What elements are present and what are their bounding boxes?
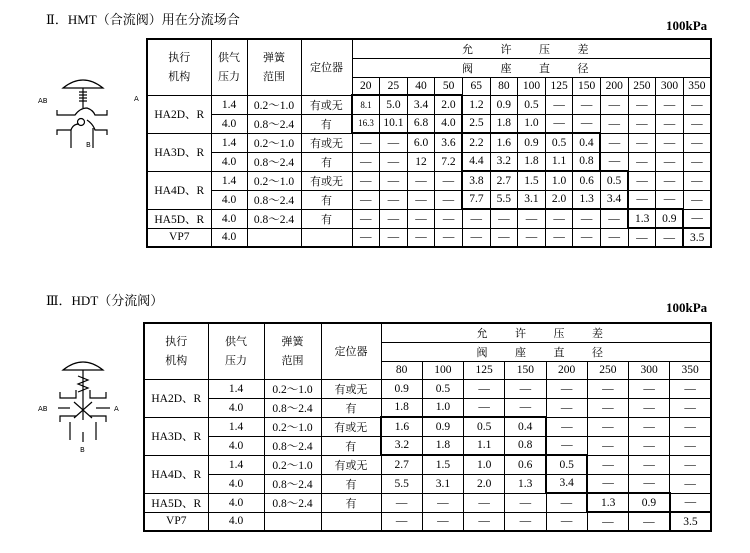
pressure-value: — xyxy=(683,190,711,209)
pressure-value: — xyxy=(683,133,711,152)
positioner: 有 xyxy=(301,190,352,209)
pressure-value: — xyxy=(518,228,546,247)
pressure-value: 0.9 xyxy=(518,133,546,152)
positioner: 有 xyxy=(301,209,352,228)
pressure-value: 2.0 xyxy=(464,474,505,493)
pressure-value: — xyxy=(629,398,670,417)
pressure-value: — xyxy=(573,114,601,133)
pressure-value: 4.4 xyxy=(462,152,490,171)
hdt-pressure-table xyxy=(143,322,712,532)
pressure-value: — xyxy=(505,512,546,531)
pressure-value: — xyxy=(462,228,490,247)
table-row xyxy=(144,493,711,512)
positioner: 有或无 xyxy=(301,171,352,190)
pressure-value: 2.0 xyxy=(435,95,463,114)
pressure-value: 4.0 xyxy=(435,114,463,133)
pressure-value: — xyxy=(656,152,684,171)
diameter-100: 100 xyxy=(422,361,463,379)
pressure-value: — xyxy=(670,417,711,436)
pressure-value: — xyxy=(670,398,711,417)
pressure-value: — xyxy=(545,209,573,228)
supply-pressure: 1.4 xyxy=(208,379,264,398)
pressure-value: — xyxy=(518,209,546,228)
diameter-25: 25 xyxy=(380,77,408,95)
pressure-value: 3.1 xyxy=(518,190,546,209)
pressure-value: — xyxy=(656,114,684,133)
pressure-value: — xyxy=(587,398,628,417)
diameter-200: 200 xyxy=(600,77,628,95)
pressure-value: — xyxy=(407,171,435,190)
pressure-value: — xyxy=(628,152,656,171)
pressure-value: — xyxy=(435,209,463,228)
pressure-value: 5.5 xyxy=(490,190,518,209)
diameter-300: 300 xyxy=(629,361,670,379)
pressure-value: — xyxy=(656,190,684,209)
positioner: 有或无 xyxy=(321,455,381,474)
inlet-label: AB xyxy=(38,97,48,105)
spring-range: 0.8～2.4 xyxy=(264,474,321,493)
pressure-value: — xyxy=(352,190,380,209)
header-seat-diameter: 阀 座 直 径 xyxy=(352,58,711,77)
table-row xyxy=(147,152,711,171)
pressure-value: 1.8 xyxy=(490,114,518,133)
supply-pressure: 1.4 xyxy=(208,455,264,474)
pressure-value: — xyxy=(656,171,684,190)
pressure-value: 0.5 xyxy=(518,95,546,114)
spring-range: 0.2～1.0 xyxy=(264,379,321,398)
pressure-value: 1.3 xyxy=(628,209,656,228)
spring-range: 0.8～2.4 xyxy=(264,493,321,512)
pressure-value: — xyxy=(490,209,518,228)
pressure-value: — xyxy=(505,493,546,512)
spring-range: 0.2～1.0 xyxy=(247,171,301,190)
supply-pressure: 1.4 xyxy=(211,133,247,152)
pressure-value: — xyxy=(546,436,587,455)
pressure-value: 1.3 xyxy=(573,190,601,209)
supply-pressure: 4.0 xyxy=(208,436,264,455)
spring-range: 0.2～1.0 xyxy=(247,95,301,114)
pressure-value: — xyxy=(545,95,573,114)
pressure-value: 1.3 xyxy=(505,474,546,493)
pressure-value: 0.9 xyxy=(490,95,518,114)
pressure-value: 3.1 xyxy=(422,474,463,493)
pressure-value: — xyxy=(628,190,656,209)
supply-pressure: 4.0 xyxy=(208,512,264,531)
pressure-value: — xyxy=(435,228,463,247)
pressure-value: — xyxy=(462,209,490,228)
pressure-value: — xyxy=(587,417,628,436)
pressure-value: 1.1 xyxy=(464,436,505,455)
pressure-value: — xyxy=(629,379,670,398)
pressure-value: 3.5 xyxy=(683,228,711,247)
pressure-value: 5.5 xyxy=(381,474,422,493)
pressure-value: — xyxy=(656,133,684,152)
supply-pressure: 4.0 xyxy=(211,114,247,133)
supply-pressure: 4.0 xyxy=(211,209,247,228)
pressure-value: — xyxy=(629,417,670,436)
pressure-value: — xyxy=(380,171,408,190)
pressure-value: 0.9 xyxy=(629,493,670,512)
pressure-value: 0.4 xyxy=(573,133,601,152)
pressure-value: — xyxy=(352,133,380,152)
positioner: 有 xyxy=(321,493,381,512)
pressure-value: — xyxy=(407,228,435,247)
pressure-value: — xyxy=(600,95,628,114)
outlet-a-label: A xyxy=(134,95,139,103)
actuator-model: HA2D、R xyxy=(144,379,208,417)
diameter-125: 125 xyxy=(464,361,505,379)
positioner: 有或无 xyxy=(301,95,352,114)
pressure-value: — xyxy=(629,455,670,474)
table-row xyxy=(144,398,711,417)
pressure-value: 16.3 xyxy=(352,114,380,133)
pressure-value: — xyxy=(670,436,711,455)
pressure-value: — xyxy=(587,455,628,474)
pressure-value: — xyxy=(352,171,380,190)
pressure-value: — xyxy=(352,152,380,171)
actuator-model: VP7 xyxy=(144,512,208,531)
spring-range: 0.8～2.4 xyxy=(247,190,301,209)
pressure-value: — xyxy=(505,398,546,417)
pressure-value: — xyxy=(628,133,656,152)
pressure-value: — xyxy=(381,512,422,531)
positioner: 有 xyxy=(301,152,352,171)
pressure-value: — xyxy=(573,95,601,114)
positioner: 有或无 xyxy=(321,379,381,398)
outlet-b-label: B xyxy=(80,446,85,454)
pressure-value: 0.4 xyxy=(505,417,546,436)
pressure-value: 1.6 xyxy=(490,133,518,152)
spring-range: 0.8～2.4 xyxy=(264,398,321,417)
supply-pressure: 4.0 xyxy=(208,474,264,493)
pressure-value: — xyxy=(435,190,463,209)
pressure-value: — xyxy=(587,474,628,493)
pressure-value: — xyxy=(464,512,505,531)
pressure-value: — xyxy=(380,209,408,228)
spring-range: 0.8～2.4 xyxy=(247,114,301,133)
supply-pressure: 4.0 xyxy=(211,152,247,171)
pressure-value: — xyxy=(587,436,628,455)
pressure-value: 12 xyxy=(407,152,435,171)
table-row xyxy=(144,474,711,493)
pressure-value: — xyxy=(380,190,408,209)
pressure-value: 1.0 xyxy=(518,114,546,133)
pressure-value: — xyxy=(628,171,656,190)
actuator-model: HA3D、R xyxy=(144,417,208,455)
pressure-value: — xyxy=(407,190,435,209)
pressure-value: 0.9 xyxy=(381,379,422,398)
pressure-value: — xyxy=(422,493,463,512)
pressure-value: — xyxy=(546,398,587,417)
three-way-valve-diagram-divert xyxy=(30,340,140,460)
pressure-value: — xyxy=(573,209,601,228)
supply-pressure: 1.4 xyxy=(211,171,247,190)
diameter-150: 150 xyxy=(573,77,601,95)
pressure-value: — xyxy=(545,228,573,247)
pressure-value: — xyxy=(628,228,656,247)
pressure-value: 1.0 xyxy=(422,398,463,417)
pressure-value: — xyxy=(546,493,587,512)
pressure-value: — xyxy=(670,493,711,512)
spring-range: 0.2～1.0 xyxy=(264,417,321,436)
pressure-value: 1.5 xyxy=(422,455,463,474)
positioner: 有或无 xyxy=(321,417,381,436)
pressure-value: — xyxy=(600,114,628,133)
pressure-value: 10.1 xyxy=(380,114,408,133)
pressure-value: — xyxy=(629,512,670,531)
pressure-value: — xyxy=(587,379,628,398)
pressure-value: 0.5 xyxy=(546,455,587,474)
pressure-value: 0.9 xyxy=(422,417,463,436)
spring-range: 0.2～1.0 xyxy=(247,133,301,152)
positioner: 有 xyxy=(321,398,381,417)
three-way-valve-diagram-merge xyxy=(55,60,130,150)
pressure-value: 3.6 xyxy=(435,133,463,152)
diameter-65: 65 xyxy=(462,77,490,95)
pressure-value: — xyxy=(505,379,546,398)
pressure-value: — xyxy=(381,493,422,512)
diameter-20: 20 xyxy=(352,77,380,95)
diameter-250: 250 xyxy=(628,77,656,95)
pressure-value: — xyxy=(352,209,380,228)
pressure-value: — xyxy=(670,379,711,398)
pressure-value: — xyxy=(628,95,656,114)
diameter-80: 80 xyxy=(381,361,422,379)
pressure-value: — xyxy=(629,436,670,455)
supply-pressure: 1.4 xyxy=(208,417,264,436)
pressure-value: 1.3 xyxy=(587,493,628,512)
spring-range: 0.8～2.4 xyxy=(264,436,321,455)
supply-pressure: 1.4 xyxy=(211,95,247,114)
pressure-value: — xyxy=(545,114,573,133)
pressure-value: — xyxy=(380,152,408,171)
pressure-value: — xyxy=(683,171,711,190)
spring-range: 0.2～1.0 xyxy=(264,455,321,474)
diameter-350: 350 xyxy=(683,77,711,95)
pressure-value: 1.5 xyxy=(518,171,546,190)
pressure-value: — xyxy=(587,512,628,531)
positioner xyxy=(301,228,352,247)
pressure-value: 0.6 xyxy=(573,171,601,190)
pressure-value: — xyxy=(628,114,656,133)
pressure-value: 1.0 xyxy=(464,455,505,474)
hmt-pressure-table xyxy=(146,38,712,248)
diameter-100: 100 xyxy=(518,77,546,95)
diameter-125: 125 xyxy=(545,77,573,95)
diameter-250: 250 xyxy=(587,361,628,379)
pressure-value: 0.8 xyxy=(505,436,546,455)
pressure-value: — xyxy=(352,228,380,247)
pressure-value: 7.2 xyxy=(435,152,463,171)
actuator-model: HA2D、R xyxy=(147,95,211,133)
pressure-value: 8.1 xyxy=(352,95,380,114)
pressure-value: 0.9 xyxy=(656,209,684,228)
positioner xyxy=(321,512,381,531)
table-row xyxy=(147,190,711,209)
actuator-model: HA5D、R xyxy=(147,209,211,228)
pressure-value: 2.7 xyxy=(490,171,518,190)
pressure-value: — xyxy=(656,95,684,114)
pressure-value: 1.8 xyxy=(518,152,546,171)
pressure-value: — xyxy=(600,133,628,152)
diameter-300: 300 xyxy=(656,77,684,95)
spring-range xyxy=(264,512,321,531)
table-row xyxy=(147,209,711,228)
section-title-hdt: Ⅲ．HDT（分流阀） xyxy=(46,293,164,308)
header-supply-pressure: 供气 压力 xyxy=(208,323,264,379)
header-positioner: 定位器 xyxy=(301,39,352,95)
diameter-80: 80 xyxy=(490,77,518,95)
pressure-value: 6.0 xyxy=(407,133,435,152)
pressure-value: — xyxy=(683,152,711,171)
pressure-value: 0.6 xyxy=(505,455,546,474)
pressure-value: 2.7 xyxy=(381,455,422,474)
table-row xyxy=(147,171,711,190)
header-allowed-pressure-diff: 允 许 压 差 xyxy=(352,39,711,58)
actuator-model: HA5D、R xyxy=(144,493,208,512)
pressure-value: — xyxy=(600,152,628,171)
pressure-value: — xyxy=(683,114,711,133)
header-positioner: 定位器 xyxy=(321,323,381,379)
outlet-b-label: B xyxy=(86,141,91,149)
pressure-value: — xyxy=(546,379,587,398)
pressure-value: — xyxy=(656,228,684,247)
unit-label: 100kPa xyxy=(666,300,708,315)
diameter-50: 50 xyxy=(435,77,463,95)
pressure-value: — xyxy=(683,95,711,114)
positioner: 有 xyxy=(321,474,381,493)
actuator-model: VP7 xyxy=(147,228,211,247)
pressure-value: 0.8 xyxy=(573,152,601,171)
actuator-model: HA4D、R xyxy=(144,455,208,493)
table-row xyxy=(147,133,711,152)
pressure-value: 2.2 xyxy=(462,133,490,152)
pressure-value: 3.2 xyxy=(490,152,518,171)
actuator-model: HA3D、R xyxy=(147,133,211,171)
table-row xyxy=(144,417,711,436)
supply-pressure: 4.0 xyxy=(208,493,264,512)
pressure-value: — xyxy=(573,228,601,247)
diameter-40: 40 xyxy=(407,77,435,95)
table-row xyxy=(147,95,711,114)
pressure-value: 0.5 xyxy=(545,133,573,152)
table-row xyxy=(144,379,711,398)
pressure-value: 0.5 xyxy=(600,171,628,190)
spring-range xyxy=(247,228,301,247)
header-allowed-pressure-diff: 允 许 压 差 xyxy=(381,323,711,342)
pressure-value: 1.6 xyxy=(381,417,422,436)
header-row xyxy=(147,39,711,58)
unit-label: 100kPa xyxy=(666,18,708,33)
header-actuator: 执行 机构 xyxy=(144,323,208,379)
supply-pressure: 4.0 xyxy=(208,398,264,417)
diameter-200: 200 xyxy=(546,361,587,379)
pressure-value: 3.5 xyxy=(670,512,711,531)
pressure-value: 6.8 xyxy=(407,114,435,133)
pressure-value: — xyxy=(464,398,505,417)
actuator-model: HA4D、R xyxy=(147,171,211,209)
table-row xyxy=(147,114,711,133)
diameter-350: 350 xyxy=(670,361,711,379)
table-row xyxy=(147,228,711,247)
pressure-value: 3.8 xyxy=(462,171,490,190)
pressure-value: — xyxy=(546,417,587,436)
pressure-value: 3.4 xyxy=(600,190,628,209)
pressure-value: 2.5 xyxy=(462,114,490,133)
table-row xyxy=(144,436,711,455)
section-title-hmt: Ⅱ．HMT（合流阀）用在分流场合 xyxy=(46,12,240,27)
pressure-value: — xyxy=(380,133,408,152)
table-row xyxy=(144,455,711,474)
pressure-value: — xyxy=(670,455,711,474)
pressure-value: 0.5 xyxy=(464,417,505,436)
table-row xyxy=(144,512,711,531)
pressure-value: — xyxy=(629,474,670,493)
pressure-value: — xyxy=(422,512,463,531)
pressure-value: — xyxy=(683,209,711,228)
header-seat-diameter: 阀 座 直 径 xyxy=(381,342,711,361)
pressure-value: — xyxy=(464,493,505,512)
pressure-value: — xyxy=(600,209,628,228)
pressure-value: 1.0 xyxy=(545,171,573,190)
header-spring-range: 弹簧 范围 xyxy=(264,323,321,379)
pressure-value: 1.1 xyxy=(545,152,573,171)
pressure-value: — xyxy=(546,512,587,531)
pressure-value: — xyxy=(435,171,463,190)
pressure-value: 0.5 xyxy=(422,379,463,398)
pressure-value: 1.2 xyxy=(462,95,490,114)
pressure-value: 5.0 xyxy=(380,95,408,114)
spring-range: 0.8～2.4 xyxy=(247,152,301,171)
positioner: 有 xyxy=(321,436,381,455)
pressure-value: — xyxy=(380,228,408,247)
outlet-a-label: A xyxy=(114,405,119,413)
spring-range: 0.8～2.4 xyxy=(247,209,301,228)
pressure-value: — xyxy=(490,228,518,247)
pressure-value: 7.7 xyxy=(462,190,490,209)
supply-pressure: 4.0 xyxy=(211,190,247,209)
pressure-value: — xyxy=(407,209,435,228)
header-actuator: 执行 机构 xyxy=(147,39,211,95)
diameter-150: 150 xyxy=(505,361,546,379)
header-spring-range: 弹簧 范围 xyxy=(247,39,301,95)
pressure-value: — xyxy=(600,228,628,247)
pressure-value: 3.4 xyxy=(407,95,435,114)
header-supply-pressure: 供气 压力 xyxy=(211,39,247,95)
pressure-value: 3.2 xyxy=(381,436,422,455)
header-row xyxy=(144,323,711,342)
pressure-value: 1.8 xyxy=(381,398,422,417)
pressure-value: 1.8 xyxy=(422,436,463,455)
supply-pressure: 4.0 xyxy=(211,228,247,247)
inlet-label: AB xyxy=(38,405,48,413)
pressure-value: 2.0 xyxy=(545,190,573,209)
positioner: 有 xyxy=(301,114,352,133)
pressure-value: — xyxy=(670,474,711,493)
pressure-value: — xyxy=(464,379,505,398)
positioner: 有或无 xyxy=(301,133,352,152)
pressure-value: 3.4 xyxy=(546,474,587,493)
